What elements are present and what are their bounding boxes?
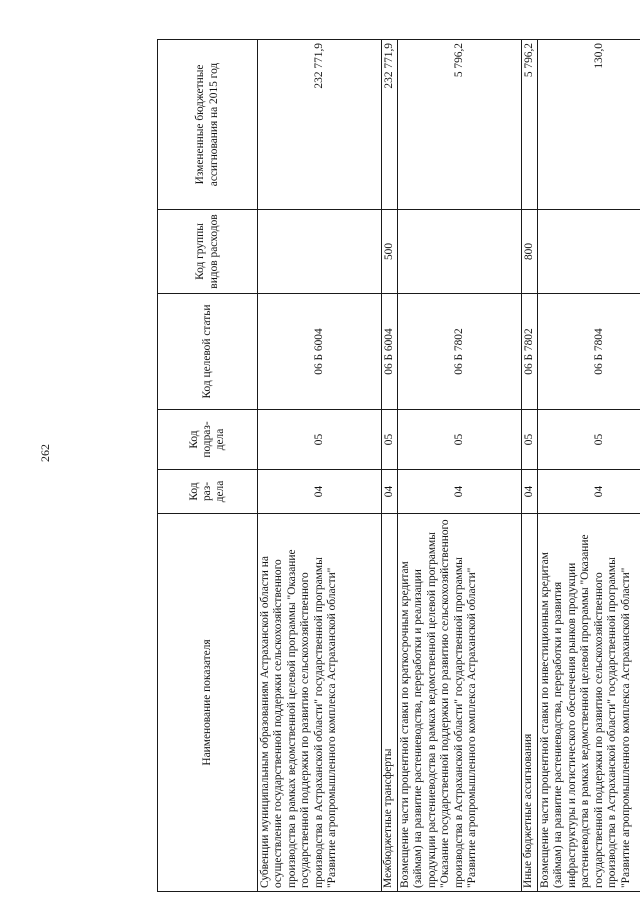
row-expense-type: 800 xyxy=(522,210,538,294)
row-allocation: 5 796,2 xyxy=(522,40,538,210)
row-razdel: 04 xyxy=(538,470,640,514)
row-target-article: 06 Б 6004 xyxy=(258,294,382,410)
row-allocation: 232 771,9 xyxy=(258,40,382,210)
budget-table xyxy=(157,39,640,892)
table-row xyxy=(258,40,382,892)
row-allocation: 5 796,2 xyxy=(398,40,522,210)
row-razdel: 04 xyxy=(258,470,382,514)
row-razdel: 04 xyxy=(522,470,538,514)
table-row xyxy=(382,40,398,892)
row-allocation: 232 771,9 xyxy=(382,40,398,210)
row-name: Возмещение части процентной ставки по краткосрочным кредитам (займам) на развитие растениеводства, переработки и реализации продукции растениеводства в рамках ведомственной целевой программы "Оказание государственной поддержки по развитию сельскохозяйственного производства в Астраханской области" государственной программы "Развитие агропромышленного комплекса Астраханской области" xyxy=(398,514,522,892)
table-row xyxy=(398,40,522,892)
row-podrazdel: 05 xyxy=(522,410,538,470)
budget-table-frame xyxy=(157,40,632,892)
table-row xyxy=(538,40,640,892)
table-header-row xyxy=(158,40,258,892)
row-expense-type: 500 xyxy=(382,210,398,294)
row-name: Субвенции муниципальным образованиям Астраханской области на осуществление государственной поддержки сельскохозяйственного производства в рамках ведомственной целевой программы "Оказание государственной поддержки по развитию сельскохозяйственного производства в Астраханской области" государственной программы "Развитие агропромышленного комплекса Астраханской области" xyxy=(258,514,382,892)
row-name: Иные бюджетные ассигнования xyxy=(522,514,538,892)
row-name: Возмещение части процентной ставки по инвестиционным кредитам (займам) на развитие растениеводства, переработки и развития инфраструктуры и логистического обеспечения рынков продукции растениеводства в рамках ведомственной целевой программы "Оказание государственной поддержки по развитию сельскохозяйственного производства в Астраханской области" государственной программы "Развитие агропромышленного комплекса Астраханской области" xyxy=(538,514,640,892)
row-allocation: 130,0 xyxy=(538,40,640,210)
row-name: Межбюджетные трансферты xyxy=(382,514,398,892)
row-target-article: 06 Б 6004 xyxy=(382,294,398,410)
row-podrazdel: 05 xyxy=(398,410,522,470)
row-podrazdel: 05 xyxy=(382,410,398,470)
header-razdel: Код раз-дела xyxy=(158,470,258,514)
header-podrazdel: Код подраз-дела xyxy=(158,410,258,470)
row-expense-type xyxy=(538,210,640,294)
page-number: 262 xyxy=(38,444,52,462)
table-row xyxy=(522,40,538,892)
row-target-article: 06 Б 7802 xyxy=(398,294,522,410)
row-expense-type xyxy=(258,210,382,294)
header-target-article: Код целевой статьи xyxy=(158,294,258,410)
row-target-article: 06 Б 7804 xyxy=(538,294,640,410)
row-razdel: 04 xyxy=(398,470,522,514)
row-expense-type xyxy=(398,210,522,294)
row-razdel: 04 xyxy=(382,470,398,514)
row-target-article: 06 Б 7802 xyxy=(522,294,538,410)
header-name: Наименование показателя xyxy=(158,514,258,892)
header-expense-type: Код группы видов расходов xyxy=(158,210,258,294)
header-allocation-2015: Измененные бюджетные ассигнования на 2015 год xyxy=(158,40,258,210)
row-podrazdel: 05 xyxy=(538,410,640,470)
row-podrazdel: 05 xyxy=(258,410,382,470)
